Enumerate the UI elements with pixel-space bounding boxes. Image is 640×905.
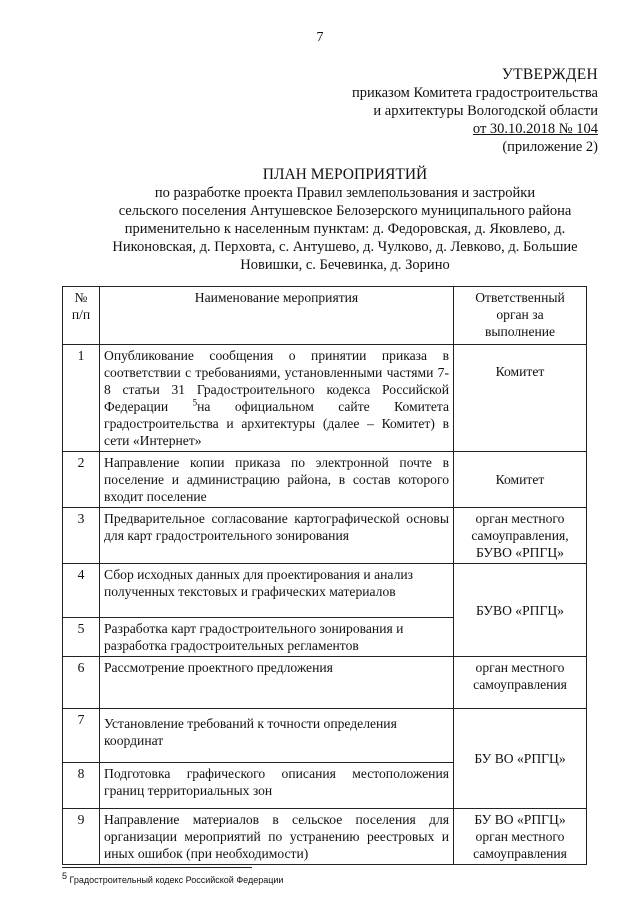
row-num: 3 (63, 508, 100, 564)
row-name: Установление требований к точности определения координат (100, 709, 454, 763)
plan-subtitle-line: Новишки, с. Бечевинка, д. Зорино (240, 257, 450, 273)
row-name: Направление материалов в сельское поселения для организации мероприятий по устранению реестровых и иных ошибок (при необходимости) (100, 809, 454, 865)
header-org: Ответственный орган за выполнение (454, 287, 587, 345)
approval-title: УТВЕРЖДЕН (501, 66, 598, 83)
row-org: БУ ВО «РПГЦ» орган местного самоуправления (454, 809, 587, 865)
table-row (63, 452, 587, 508)
row-name-text: на официальном сайте Комитета градостроительства и архитектуры (далее – Комитет) в сети «Интернет» (104, 399, 449, 448)
row-num: 8 (63, 763, 100, 809)
row-name: Рассмотрение проектного предложения (100, 657, 454, 709)
footnote-divider (62, 867, 252, 868)
row-org: БУ ВО «РПГЦ» (454, 709, 587, 809)
footnote-ref: 5 (192, 397, 198, 408)
table-row (63, 508, 587, 564)
measures-table (62, 286, 587, 865)
header-name: Наименование мероприятия (100, 287, 454, 345)
plan-subtitle-line: по разработке проекта Правил землепользования и застройки (154, 185, 536, 201)
row-num: 6 (63, 657, 100, 709)
row-org: Комитет (454, 345, 587, 452)
table-row (63, 657, 587, 709)
row-name: Направление копии приказа по электронной почте в поселение и администрацию района, в состав которого входит поселение (100, 452, 454, 508)
approval-line: и архитектуры Вологодской области (373, 103, 598, 119)
footnote (62, 871, 284, 885)
table-row (63, 709, 587, 763)
row-org: орган местного самоуправления (454, 657, 587, 709)
page-number: 7 (316, 30, 324, 45)
row-name-text: Опубликование сообщения о принятии приказа в соответствии с требованиями, установленными частями 7-8 статьи 31 Градостроительного кодекса Российской Федерации (104, 348, 449, 414)
row-num: 7 (63, 709, 100, 763)
plan-subtitle-line: сельского поселения Антушевское Белозерского муниципального района (118, 203, 572, 219)
row-org: орган местного самоуправления, БУВО «РПГЦ» (454, 508, 587, 564)
footnote-text: Градостроительный кодекс Российской Федерации (67, 875, 284, 885)
row-name: Подготовка графического описания местоположения границ территориальных зон (100, 763, 454, 809)
row-num: 5 (63, 618, 100, 657)
approval-line: приказом Комитета градостроительства (352, 85, 598, 101)
plan-title: ПЛАН МЕРОПРИЯТИЙ (262, 166, 428, 183)
table-row (63, 809, 587, 865)
plan-heading (80, 166, 610, 274)
plan-subtitle-line: Никоновская, д. Перховта, с. Антушево, д. Чулково, д. Левково, д. Большие (112, 239, 578, 255)
approval-block (352, 66, 598, 156)
row-org: Комитет (454, 452, 587, 508)
row-name: Предварительное согласование картографической основы для карт градостроительного зонирования (100, 508, 454, 564)
row-org: БУВО «РПГЦ» (454, 564, 587, 657)
plan-subtitle-line: применительно к населенным пунктам: д. Федоровская, д. Яковлево, д. (124, 221, 566, 237)
row-num: 2 (63, 452, 100, 508)
table-header-row (63, 287, 587, 345)
row-num: 1 (63, 345, 100, 452)
approval-order-number: от 30.10.2018 № 104 (472, 121, 598, 137)
table-row (63, 345, 587, 452)
row-num: 4 (63, 564, 100, 618)
row-name: Сбор исходных данных для проектирования и анализ полученных текстовых и графических материалов (100, 564, 454, 618)
row-num: 9 (63, 809, 100, 865)
row-name: Разработка карт градостроительного зонирования и разработка градостроительных регламентов (100, 618, 454, 657)
row-name (100, 345, 454, 452)
header-num: № п/п (63, 287, 100, 345)
approval-annex: (приложение 2) (502, 139, 598, 155)
footnote-mark: 5 (62, 871, 68, 881)
table-row (63, 564, 587, 618)
